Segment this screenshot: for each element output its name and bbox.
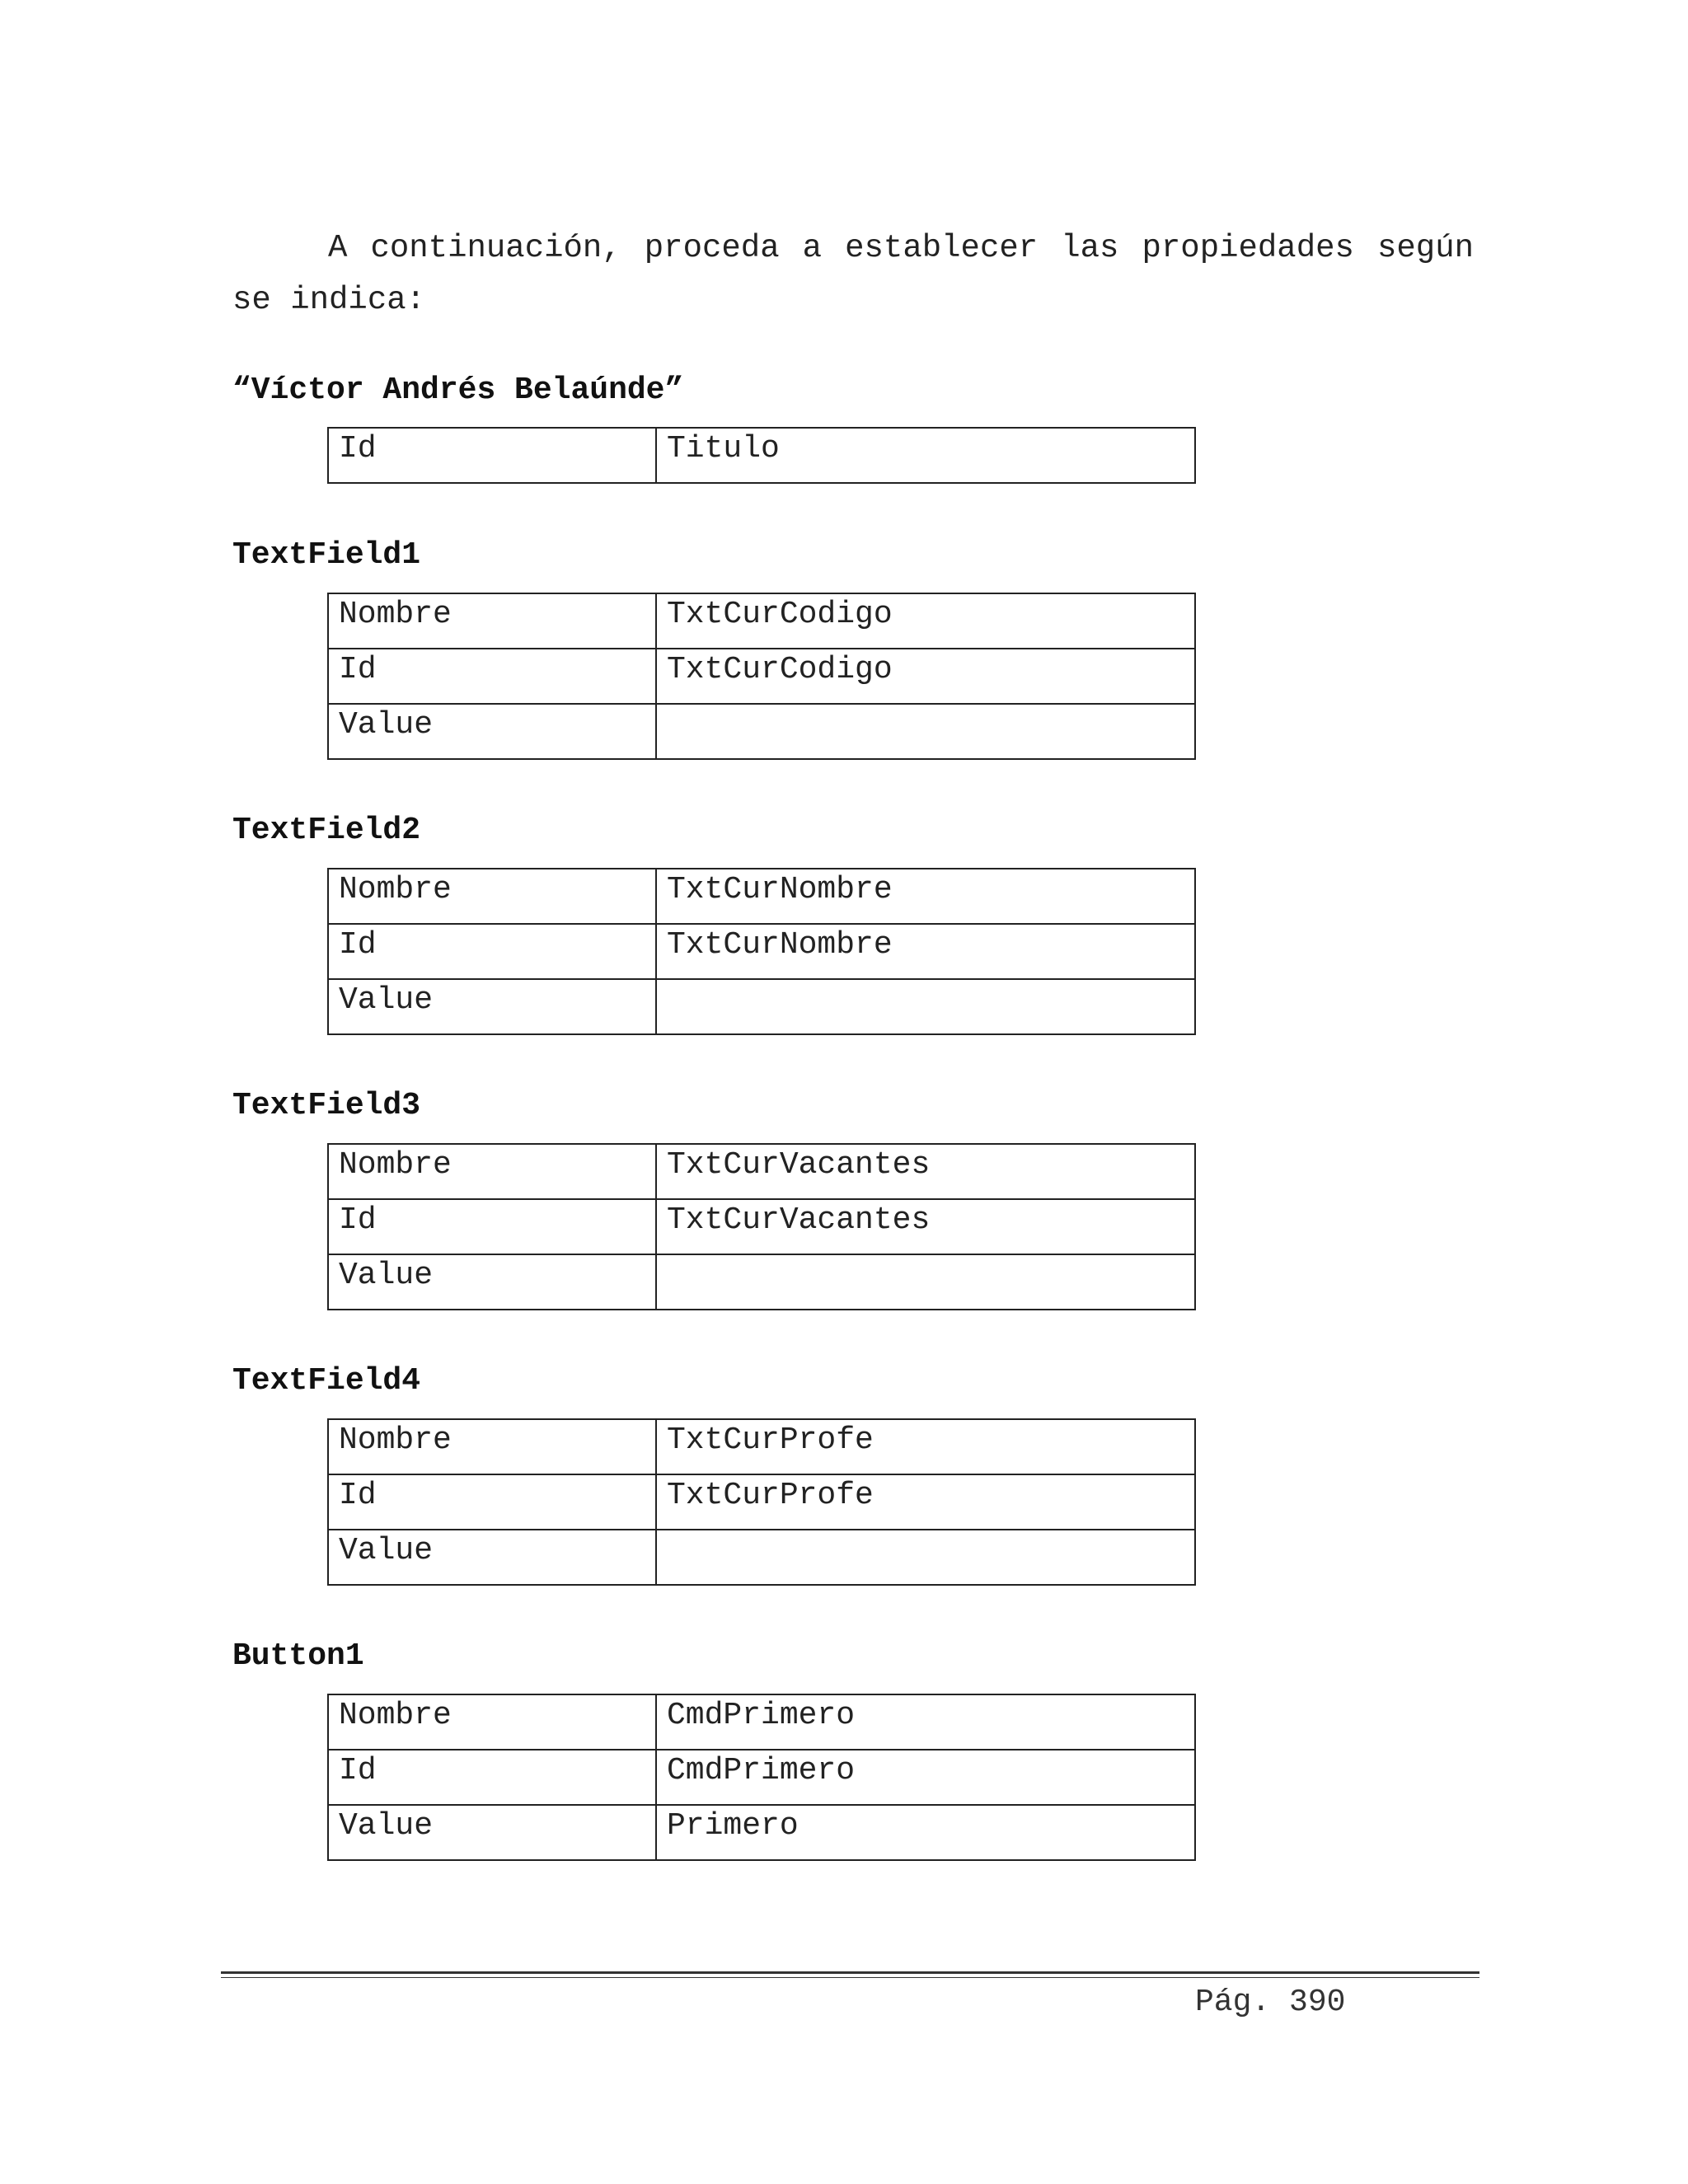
property-key: Nombre — [328, 1694, 656, 1750]
section-heading-titulo: “Víctor Andrés Belaúnde” — [232, 373, 684, 408]
property-value: TxtCurProfe — [656, 1419, 1195, 1474]
property-key: Nombre — [328, 869, 656, 924]
property-key: Nombre — [328, 593, 656, 649]
table-row — [328, 1750, 1195, 1805]
table-row — [328, 593, 1195, 649]
table-row — [328, 1419, 1195, 1474]
property-key: Nombre — [328, 1144, 656, 1199]
property-value: TxtCurCodigo — [656, 649, 1195, 704]
property-value — [656, 1530, 1195, 1585]
properties-table-textfield2 — [327, 868, 1196, 1035]
table-row — [328, 1694, 1195, 1750]
property-key: Id — [328, 924, 656, 979]
property-value: TxtCurVacantes — [656, 1199, 1195, 1254]
table-row — [328, 704, 1195, 759]
intro-paragraph — [232, 223, 1474, 326]
properties-table-textfield3 — [327, 1143, 1196, 1310]
property-key: Value — [328, 979, 656, 1034]
section-heading-textfield2: TextField2 — [232, 813, 421, 848]
properties-table-textfield1 — [327, 593, 1196, 760]
section-heading-textfield4: TextField4 — [232, 1363, 421, 1399]
table-row — [328, 1254, 1195, 1310]
property-value — [656, 979, 1195, 1034]
intro-line-1: A continuación, proceda a establecer las propiedades según — [328, 230, 1474, 266]
properties-table-button1 — [327, 1694, 1196, 1861]
property-key: Id — [328, 649, 656, 704]
property-key: Id — [328, 1750, 656, 1805]
page-number: Pág. 390 — [1195, 1985, 1346, 2020]
properties-table-textfield4 — [327, 1418, 1196, 1586]
table-row — [328, 979, 1195, 1034]
table-row — [328, 1144, 1195, 1199]
property-value: Titulo — [656, 428, 1195, 483]
property-key: Value — [328, 1805, 656, 1860]
property-value: CmdPrimero — [656, 1750, 1195, 1805]
section-heading-textfield3: TextField3 — [232, 1088, 421, 1123]
property-value: Primero — [656, 1805, 1195, 1860]
properties-table-titulo — [327, 427, 1196, 484]
property-key: Value — [328, 1254, 656, 1310]
property-key: Id — [328, 1199, 656, 1254]
section-heading-button1: Button1 — [232, 1638, 364, 1674]
property-key: Value — [328, 1530, 656, 1585]
property-value: TxtCurCodigo — [656, 593, 1195, 649]
property-key: Value — [328, 704, 656, 759]
table-row — [328, 1530, 1195, 1585]
property-key: Id — [328, 428, 656, 483]
footer-rule-thin — [221, 1977, 1479, 1978]
property-key: Id — [328, 1474, 656, 1530]
property-value: TxtCurVacantes — [656, 1144, 1195, 1199]
table-row — [328, 924, 1195, 979]
property-key: Nombre — [328, 1419, 656, 1474]
property-value: TxtCurNombre — [656, 924, 1195, 979]
table-row — [328, 1805, 1195, 1860]
table-row — [328, 1199, 1195, 1254]
table-row — [328, 649, 1195, 704]
property-value — [656, 1254, 1195, 1310]
table-row — [328, 869, 1195, 924]
section-heading-textfield1: TextField1 — [232, 537, 421, 573]
property-value — [656, 704, 1195, 759]
property-value: CmdPrimero — [656, 1694, 1195, 1750]
footer-rule-thick — [221, 1971, 1479, 1974]
intro-line-2: se indica: — [232, 282, 426, 318]
property-value: TxtCurNombre — [656, 869, 1195, 924]
table-row — [328, 428, 1195, 483]
property-value: TxtCurProfe — [656, 1474, 1195, 1530]
table-row — [328, 1474, 1195, 1530]
